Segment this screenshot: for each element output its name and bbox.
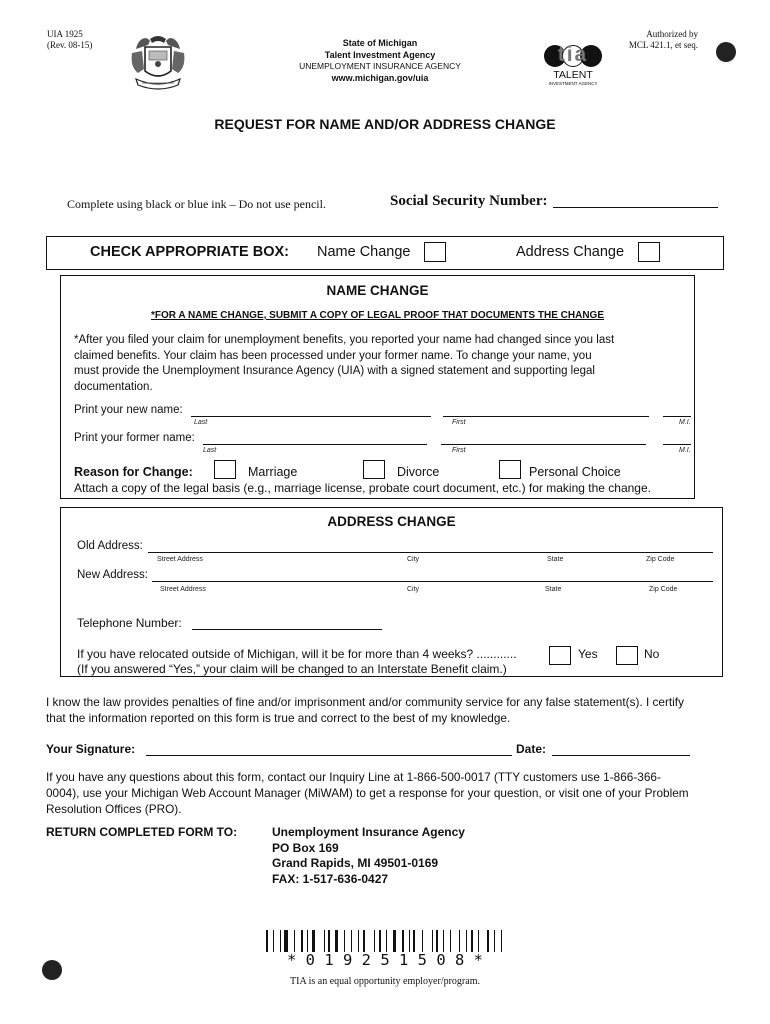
barcode-bar [393, 930, 396, 952]
paragraph-line: claimed benefits. Your claim has been processed under your former name. To change your name, you [74, 349, 592, 362]
new-name-mi-field[interactable] [663, 416, 691, 417]
new-name-first-caption: First [452, 419, 466, 426]
name-change-heading: NAME CHANGE [326, 283, 429, 298]
address-change-checkbox[interactable] [638, 242, 660, 262]
barcode-bar [363, 930, 365, 952]
barcode-bar [443, 930, 444, 952]
barcode-bar [409, 930, 410, 952]
barcode-bar [351, 930, 352, 952]
signature-field[interactable] [146, 755, 512, 756]
old-zip-caption: Zip Code [646, 556, 675, 563]
former-name-label: Print your former name: [74, 432, 195, 444]
tia-letters: tia [557, 43, 589, 66]
questions-line: 0004), use your Michigan Web Account Manager (MiWAM) to get a response for your question, or visit one of your Problem [46, 786, 689, 800]
barcode-bar [312, 930, 315, 952]
barcode-bar [379, 930, 381, 952]
date-label: Date: [516, 742, 547, 756]
barcode-bar [501, 930, 502, 952]
return-address-line: Grand Rapids, MI 49501-0169 [272, 856, 439, 870]
agency-state: State of Michigan [342, 38, 418, 48]
relocate-yes-checkbox[interactable] [549, 646, 571, 665]
former-name-first-field[interactable] [441, 444, 646, 445]
return-address-line: PO Box 169 [272, 840, 339, 855]
old-address-label: Old Address: [77, 540, 143, 552]
name-change-option-label: Name Change [317, 244, 411, 260]
former-name-last-caption: Last [203, 447, 217, 454]
certification-line: I know the law provides penalties of fine and/or imprisonment and/or community service for any false statement(s). I certify [46, 695, 684, 709]
new-name-last-field[interactable] [191, 416, 431, 417]
attach-note: Attach a copy of the legal basis (e.g., marriage license, probate court document, etc.) for making the change. [74, 481, 651, 495]
name-change-notice: *FOR A NAME CHANGE, SUBMIT A COPY OF LEGAL PROOF THAT DOCUMENTS THE CHANGE [151, 310, 604, 321]
return-label: RETURN COMPLETED FORM TO: [46, 825, 238, 839]
new-city-caption: City [407, 586, 420, 593]
barcode-bar [478, 930, 479, 952]
old-city-caption: City [407, 556, 420, 563]
relocate-no-label: No [644, 647, 660, 661]
name-change-paragraph [74, 333, 614, 395]
new-address-label: New Address: [77, 569, 148, 581]
barcode-bar [386, 930, 387, 952]
tia-logo-name: TALENT [553, 69, 593, 81]
personal-choice-label: Personal Choice [529, 465, 621, 479]
questions-text [46, 769, 689, 817]
barcode-bar [432, 930, 433, 952]
barcode-bar [471, 930, 473, 952]
barcode-bar [284, 930, 287, 952]
telephone-label: Telephone Number: [77, 616, 182, 630]
address-change-heading: ADDRESS CHANGE [327, 514, 456, 529]
barcode [266, 930, 504, 952]
barcode-bar [402, 930, 404, 952]
return-address [272, 825, 465, 887]
barcode-number: * 0 1 9 2 5 1 5 0 8 * [287, 951, 483, 969]
marriage-label: Marriage [248, 465, 298, 479]
address-change-option-label: Address Change [516, 244, 625, 260]
barcode-bar [328, 930, 330, 952]
former-name-last-field[interactable] [203, 444, 427, 445]
marriage-checkbox[interactable] [214, 460, 236, 479]
michigan-seal-icon [128, 33, 188, 91]
former-name-mi-field[interactable] [663, 444, 691, 445]
barcode-bar [324, 930, 325, 952]
barcode-bar [450, 930, 451, 952]
new-street-caption: Street Address [160, 586, 206, 593]
tia-logo-mark [544, 43, 602, 69]
questions-line: Resolution Offices (PRO). [46, 802, 182, 816]
return-address-line: Unemployment Insurance Agency [272, 825, 465, 839]
agency-uia: UNEMPLOYMENT INSURANCE AGENCY [299, 61, 461, 71]
barcode-bar [466, 930, 467, 952]
new-address-field[interactable] [152, 581, 713, 582]
divorce-label: Divorce [397, 465, 440, 479]
tia-logo [541, 43, 605, 87]
new-name-first-field[interactable] [443, 416, 649, 417]
new-name-label: Print your new name: [74, 404, 183, 416]
former-name-mi-caption: M.I. [679, 447, 691, 454]
tia-logo-sub: INVESTMENT AGENCY [548, 81, 598, 86]
punch-hole-top [716, 42, 736, 62]
old-street-caption: Street Address [157, 556, 203, 563]
old-address-field[interactable] [148, 552, 713, 553]
barcode-bar [266, 930, 268, 952]
barcode-bar [413, 930, 415, 952]
form-id: UIA 1925 [47, 29, 83, 39]
former-name-first-caption: First [452, 447, 466, 454]
relocate-question: If you have relocated outside of Michigan, will it be for more than 4 weeks? ............ [77, 647, 517, 661]
certification-text [46, 694, 684, 726]
ssn-label: Social Security Number: [390, 193, 548, 209]
barcode-bar [335, 930, 338, 952]
new-name-last-caption: Last [194, 419, 208, 426]
divorce-checkbox[interactable] [363, 460, 385, 479]
questions-line: If you have any questions about this form, contact our Inquiry Line at 1-866-500-0017 (TTY customers use 1-866-366- [46, 770, 661, 784]
authority-line2: MCL 421.1, et seq. [628, 40, 698, 50]
barcode-bar [294, 930, 295, 952]
ssn-field[interactable] [553, 207, 718, 208]
barcode-bar [374, 930, 375, 952]
signature-label: Your Signature: [46, 742, 136, 756]
agency-block [265, 38, 495, 84]
barcode-bar [307, 930, 308, 952]
personal-choice-checkbox[interactable] [499, 460, 521, 479]
agency-talent: Talent Investment Agency [324, 49, 436, 60]
paragraph-line: documentation. [74, 380, 153, 393]
authority-block [610, 29, 698, 51]
barcode-bar [344, 930, 345, 952]
ink-instructions: Complete using black or blue ink – Do not use pencil. [67, 197, 326, 211]
barcode-bar [422, 930, 423, 952]
form-id-block [47, 29, 92, 51]
old-state-caption: State [547, 556, 564, 563]
barcode-bar [301, 930, 303, 952]
new-state-caption: State [545, 586, 562, 593]
agency-website: www.michigan.gov/uia [331, 72, 429, 83]
paragraph-line: *After you filed your claim for unemployment benefits, you reported your name had changed since you last [74, 334, 615, 346]
form-title: REQUEST FOR NAME AND/OR ADDRESS CHANGE [214, 116, 556, 132]
barcode-bar [494, 930, 495, 952]
check-box-label: CHECK APPROPRIATE BOX: [90, 244, 289, 260]
telephone-field[interactable] [192, 629, 382, 630]
barcode-bar [459, 930, 460, 952]
new-name-mi-caption: M.I. [679, 419, 691, 426]
relocate-yes-label: Yes [578, 647, 598, 661]
name-change-checkbox[interactable] [424, 242, 446, 262]
reason-label: Reason for Change: [74, 465, 193, 479]
relocate-no-checkbox[interactable] [616, 646, 638, 665]
authority-line1: Authorized by [646, 29, 698, 39]
barcode-bar [487, 930, 489, 952]
barcode-bar [280, 930, 281, 952]
interstate-note: (If you answered “Yes,” your claim will be changed to an Interstate Benefit claim.) [77, 662, 507, 676]
barcode-bar [436, 930, 438, 952]
certification-line: that the information reported on this form is true and correct to the best of my knowledge. [46, 711, 511, 725]
form-revision: (Rev. 08-15) [47, 40, 93, 50]
barcode-bar [358, 930, 359, 952]
paragraph-line: must provide the Unemployment Insurance Agency (UIA) with a signed statement and supporting legal [74, 365, 595, 377]
date-field[interactable] [552, 755, 690, 756]
footer-note: TIA is an equal opportunity employer/program. [290, 976, 480, 987]
new-zip-caption: Zip Code [649, 586, 678, 593]
return-address-line: FAX: 1-517-636-0427 [272, 871, 389, 886]
barcode-bar [273, 930, 274, 952]
